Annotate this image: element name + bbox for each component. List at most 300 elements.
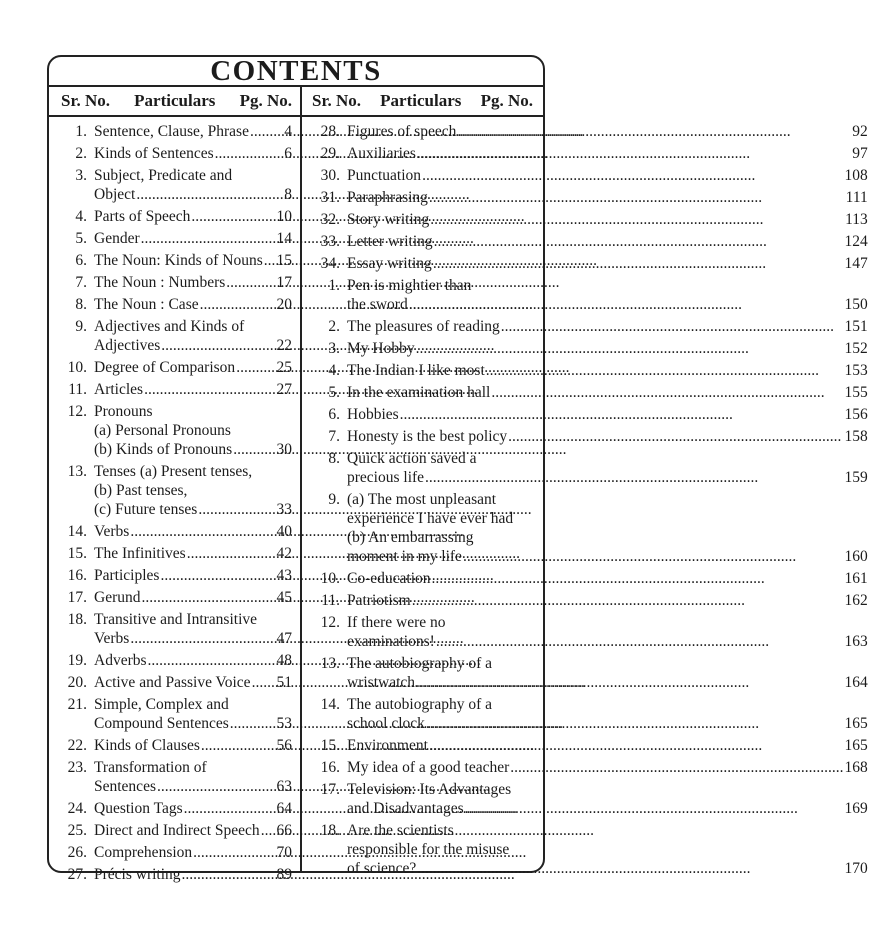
entry-last-line bbox=[94, 843, 292, 862]
pg-no-header: Pg. No. bbox=[480, 91, 533, 110]
entry-body bbox=[347, 405, 868, 424]
entry-title-line: My Hobby bbox=[347, 340, 415, 357]
toc-entry bbox=[314, 449, 868, 487]
entry-number: 2. bbox=[328, 318, 340, 335]
entry-title-line: Tenses (a) Present tenses, bbox=[94, 463, 253, 480]
entry-last-line bbox=[347, 254, 868, 273]
entry-title-line: Gerund bbox=[94, 589, 141, 606]
entry-body bbox=[347, 449, 868, 487]
entry-page-number: 51 bbox=[276, 674, 292, 691]
dot-leader bbox=[264, 251, 276, 270]
entry-last-line bbox=[94, 777, 292, 796]
entry-last-line bbox=[94, 799, 292, 818]
dot-leader bbox=[157, 777, 276, 796]
entry-number: 12. bbox=[320, 614, 340, 631]
entry-last-line bbox=[94, 229, 292, 248]
entry-number: 5. bbox=[328, 384, 340, 401]
entry-title-line: The autobiography of a bbox=[347, 696, 493, 713]
entry-number: 6. bbox=[75, 252, 87, 269]
entry-title-line: Television: Its Advantages bbox=[347, 781, 512, 798]
entry-title-line: Sentences bbox=[94, 778, 156, 795]
page-title: CONTENTS bbox=[210, 55, 382, 87]
toc-entry bbox=[314, 339, 868, 358]
entry-page-number: 22 bbox=[276, 337, 292, 354]
entry-last-line bbox=[347, 295, 868, 314]
entry-body bbox=[347, 758, 868, 777]
dot-leader bbox=[160, 566, 275, 585]
entry-title-line: (c) Future tenses bbox=[94, 501, 198, 518]
toc-entry bbox=[314, 210, 868, 229]
toc-body bbox=[49, 117, 868, 883]
entry-title-line: Patriotism bbox=[347, 592, 411, 609]
entry-page-number: 70 bbox=[276, 844, 292, 861]
entry-number: 19. bbox=[67, 652, 87, 669]
entry-body bbox=[347, 780, 868, 818]
dot-leader bbox=[416, 673, 844, 692]
entry-number: 3. bbox=[75, 167, 87, 184]
entry-title-line: (a) The most unpleasant bbox=[347, 491, 497, 508]
entry-page-number: 152 bbox=[844, 340, 868, 357]
entry-body bbox=[94, 544, 292, 563]
entry-number: 29. bbox=[320, 145, 340, 162]
entry-title-line: the sword bbox=[347, 296, 408, 313]
entry-title-line: Honesty is the best policy bbox=[347, 428, 508, 445]
entry-title-line: school clock bbox=[347, 715, 425, 732]
entry-number: 17. bbox=[67, 589, 87, 606]
entry-body bbox=[94, 673, 292, 692]
entry-body bbox=[347, 254, 868, 273]
dot-leader bbox=[215, 144, 284, 163]
entry-body bbox=[94, 462, 292, 519]
entry-page-number: 25 bbox=[276, 359, 292, 376]
particulars-header: Particulars bbox=[134, 91, 216, 110]
toc-entry bbox=[61, 522, 292, 541]
dot-leader bbox=[226, 273, 275, 292]
toc-entry bbox=[61, 251, 292, 270]
entry-title-line: Are the scientists bbox=[347, 822, 454, 839]
entry-number: 8. bbox=[328, 450, 340, 467]
entry-number: 31. bbox=[320, 189, 340, 206]
entry-number: 17. bbox=[320, 781, 340, 798]
entry-page-number: 147 bbox=[844, 255, 868, 272]
dot-leader bbox=[250, 122, 283, 141]
dot-leader bbox=[501, 317, 844, 336]
entry-title-line: Adjectives bbox=[94, 337, 161, 354]
toc-column-left bbox=[49, 117, 302, 883]
entry-title-line: of science? bbox=[347, 860, 417, 877]
entry-last-line bbox=[347, 122, 868, 141]
entry-last-line bbox=[94, 380, 292, 399]
entry-body bbox=[347, 188, 868, 207]
toc-entry bbox=[61, 166, 292, 204]
dot-leader bbox=[429, 736, 844, 755]
entry-page-number: 161 bbox=[844, 570, 868, 587]
entry-last-line bbox=[347, 339, 868, 358]
entry-page-number: 111 bbox=[845, 189, 868, 206]
toc-entry bbox=[61, 144, 292, 163]
entry-body bbox=[347, 166, 868, 185]
entry-last-line bbox=[94, 544, 292, 563]
entry-last-line bbox=[347, 210, 868, 229]
entry-number: 7. bbox=[328, 428, 340, 445]
entry-title-line: Verbs bbox=[94, 523, 130, 540]
entry-last-line bbox=[347, 232, 868, 251]
toc-entry bbox=[61, 673, 292, 692]
entry-number: 16. bbox=[67, 567, 87, 584]
dot-leader bbox=[463, 547, 844, 566]
entry-last-line bbox=[94, 251, 292, 270]
entry-title-line: Object bbox=[94, 186, 136, 203]
entry-last-line bbox=[347, 632, 868, 651]
entry-title-line: Hobbies bbox=[347, 406, 399, 423]
entry-number: 3. bbox=[328, 340, 340, 357]
toc-entry bbox=[314, 490, 868, 566]
toc-entry bbox=[314, 654, 868, 692]
entry-last-line bbox=[94, 273, 292, 292]
dot-leader bbox=[422, 166, 843, 185]
entry-page-number: 53 bbox=[276, 715, 292, 732]
entry-body bbox=[94, 522, 292, 541]
entry-body bbox=[347, 276, 868, 314]
toc-entry bbox=[61, 799, 292, 818]
entry-body bbox=[347, 490, 868, 566]
entry-body bbox=[347, 361, 868, 380]
entry-number: 10. bbox=[320, 570, 340, 587]
entry-title-line: Kinds of Sentences bbox=[94, 145, 214, 162]
toc-entry bbox=[314, 144, 868, 163]
entry-page-number: 165 bbox=[844, 737, 868, 754]
dot-leader bbox=[412, 591, 844, 610]
entry-page-number: 113 bbox=[845, 211, 868, 228]
entry-page-number: 158 bbox=[844, 428, 868, 445]
entry-title-line: Comprehension bbox=[94, 844, 193, 861]
entry-body bbox=[94, 402, 292, 459]
dot-leader bbox=[141, 229, 276, 248]
entry-number: 32. bbox=[320, 211, 340, 228]
entry-page-number: 20 bbox=[276, 296, 292, 313]
entry-last-line bbox=[94, 358, 292, 377]
entry-title-line: The Noun : Numbers bbox=[94, 274, 226, 291]
toc-entry bbox=[61, 295, 292, 314]
dot-leader bbox=[434, 232, 844, 251]
entry-title-line: Gender bbox=[94, 230, 140, 247]
entry-last-line bbox=[347, 736, 868, 755]
entry-number: 13. bbox=[67, 463, 87, 480]
toc-entry bbox=[61, 610, 292, 648]
toc-entry bbox=[314, 405, 868, 424]
entry-title-line: My idea of a good teacher bbox=[347, 759, 510, 776]
entry-page-number: 124 bbox=[844, 233, 868, 250]
entry-body bbox=[94, 865, 292, 884]
entry-title-line: Sentence, Clause, Phrase bbox=[94, 123, 249, 140]
entry-number: 33. bbox=[320, 233, 340, 250]
dot-leader bbox=[417, 144, 851, 163]
entry-last-line bbox=[347, 714, 868, 733]
entry-last-line bbox=[347, 361, 868, 380]
entry-page-number: 162 bbox=[844, 592, 868, 609]
entry-number: 13. bbox=[320, 655, 340, 672]
toc-entry bbox=[314, 427, 868, 446]
entry-body bbox=[94, 821, 292, 840]
entry-title-line: Subject, Predicate and bbox=[94, 167, 233, 184]
left-column-header bbox=[49, 87, 302, 115]
entry-title-line: In the examination hall bbox=[347, 384, 491, 401]
entry-last-line bbox=[347, 405, 868, 424]
entry-number: 18. bbox=[320, 822, 340, 839]
dot-leader bbox=[130, 522, 275, 541]
entry-title-line: Direct and Indirect Speech bbox=[94, 822, 260, 839]
entry-title-line: Articles bbox=[94, 381, 144, 398]
entry-body bbox=[94, 799, 292, 818]
dot-leader bbox=[457, 122, 851, 141]
column-headers bbox=[49, 87, 543, 117]
toc-entry bbox=[61, 566, 292, 585]
entry-title-line: Environment bbox=[347, 737, 428, 754]
entry-page-number: 108 bbox=[844, 167, 868, 184]
entry-page-number: 92 bbox=[852, 123, 868, 140]
entry-body bbox=[347, 427, 868, 446]
entry-number: 14. bbox=[67, 523, 87, 540]
entry-title-line: and Disadvantages bbox=[347, 800, 464, 817]
dot-leader bbox=[142, 588, 276, 607]
entry-last-line bbox=[94, 185, 292, 204]
entry-title-line: moment in my life bbox=[347, 548, 462, 565]
entry-body bbox=[347, 821, 868, 878]
toc-entry bbox=[314, 122, 868, 141]
toc-entry bbox=[61, 588, 292, 607]
right-column-header bbox=[302, 87, 543, 115]
toc-entry bbox=[314, 232, 868, 251]
entry-body bbox=[347, 569, 868, 588]
entry-last-line bbox=[347, 317, 868, 336]
entry-body bbox=[94, 166, 292, 204]
entry-body bbox=[347, 591, 868, 610]
dot-leader bbox=[191, 207, 275, 226]
entry-number: 22. bbox=[67, 737, 87, 754]
entry-number: 4. bbox=[328, 362, 340, 379]
entry-body bbox=[347, 210, 868, 229]
dot-leader bbox=[436, 632, 844, 651]
entry-page-number: 43 bbox=[276, 567, 292, 584]
entry-last-line bbox=[94, 207, 292, 226]
entry-title-line: Active and Passive Voice bbox=[94, 674, 251, 691]
entry-page-number: 163 bbox=[844, 633, 868, 650]
entry-title-line: Transitive and Intransitive bbox=[94, 611, 258, 628]
toc-entry bbox=[61, 736, 292, 755]
entry-title-line: Transformation of bbox=[94, 759, 207, 776]
dot-leader bbox=[433, 254, 844, 273]
entry-title-line: wristwatch bbox=[347, 674, 416, 691]
entry-number: 18. bbox=[67, 611, 87, 628]
pg-no-header: Pg. No. bbox=[239, 91, 292, 110]
dot-leader bbox=[508, 427, 843, 446]
entry-body bbox=[94, 229, 292, 248]
entry-number: 16. bbox=[320, 759, 340, 776]
toc-entry bbox=[314, 736, 868, 755]
dot-leader bbox=[236, 358, 275, 377]
dot-leader bbox=[184, 799, 276, 818]
entry-page-number: 14 bbox=[276, 230, 292, 247]
toc-entry bbox=[314, 317, 868, 336]
entry-last-line bbox=[347, 188, 868, 207]
entry-title-line: Punctuation bbox=[347, 167, 422, 184]
dot-leader bbox=[409, 295, 844, 314]
entry-page-number: 150 bbox=[844, 296, 868, 313]
entry-title-line: The Indian I like most bbox=[347, 362, 485, 379]
entry-last-line bbox=[347, 569, 868, 588]
entry-number: 11. bbox=[321, 592, 340, 609]
entry-last-line bbox=[94, 821, 292, 840]
toc-entry bbox=[314, 591, 868, 610]
entry-title-line: The autobiography of a bbox=[347, 655, 493, 672]
entry-number: 5. bbox=[75, 230, 87, 247]
entry-body bbox=[94, 588, 292, 607]
entry-number: 7. bbox=[75, 274, 87, 291]
toc-entry bbox=[314, 166, 868, 185]
dot-leader bbox=[193, 843, 275, 862]
entry-number: 11. bbox=[68, 381, 87, 398]
entry-body bbox=[94, 843, 292, 862]
dot-leader bbox=[426, 714, 844, 733]
entry-last-line bbox=[94, 122, 292, 141]
entry-body bbox=[94, 610, 292, 648]
entry-body bbox=[347, 613, 868, 651]
toc-entry bbox=[61, 821, 292, 840]
dot-leader bbox=[187, 544, 276, 563]
entry-title-line: Adverbs bbox=[94, 652, 147, 669]
entry-title-line: Parts of Speech bbox=[94, 208, 191, 225]
entry-number: 30. bbox=[320, 167, 340, 184]
dot-leader bbox=[400, 405, 844, 424]
entry-last-line bbox=[94, 588, 292, 607]
entry-last-line bbox=[347, 144, 868, 163]
entry-body bbox=[94, 566, 292, 585]
entry-title-line: Degree of Comparison bbox=[94, 359, 236, 376]
entry-title-line: Verbs bbox=[94, 630, 130, 647]
entry-page-number: 153 bbox=[844, 362, 868, 379]
entry-title-line: Pen is mightier than bbox=[347, 277, 472, 294]
entry-last-line bbox=[94, 714, 292, 733]
entry-last-line bbox=[94, 566, 292, 585]
entry-title-line: The Infinitives bbox=[94, 545, 186, 562]
entry-title-line: Auxiliaries bbox=[347, 145, 416, 162]
toc-entry bbox=[314, 383, 868, 402]
entry-number: 10. bbox=[67, 359, 87, 376]
entry-page-number: 66 bbox=[276, 822, 292, 839]
entry-last-line bbox=[94, 336, 292, 355]
entry-title-line: examinations! bbox=[347, 633, 435, 650]
entry-body bbox=[347, 232, 868, 251]
entry-number: 9. bbox=[75, 318, 87, 335]
entry-body bbox=[347, 122, 868, 141]
entry-page-number: 156 bbox=[844, 406, 868, 423]
toc-entry bbox=[61, 402, 292, 459]
entry-number: 12. bbox=[67, 403, 87, 420]
entry-title-line: (b) An embarrassing bbox=[347, 529, 474, 546]
entry-body bbox=[94, 122, 292, 141]
toc-column-right bbox=[302, 117, 876, 877]
dot-leader bbox=[510, 758, 843, 777]
entry-number: 34. bbox=[320, 255, 340, 272]
dot-leader bbox=[425, 468, 843, 487]
entry-page-number: 165 bbox=[844, 715, 868, 732]
dot-leader bbox=[144, 380, 275, 399]
entry-number: 14. bbox=[320, 696, 340, 713]
entry-title-line: Précis writing bbox=[94, 866, 181, 883]
toc-entry bbox=[314, 780, 868, 818]
toc-entry bbox=[314, 254, 868, 273]
toc-entry bbox=[61, 122, 292, 141]
entry-last-line bbox=[347, 799, 868, 818]
toc-entry bbox=[61, 651, 292, 670]
title-row bbox=[49, 57, 543, 87]
sr-no-header: Sr. No. bbox=[61, 91, 110, 110]
entry-page-number: 17 bbox=[276, 274, 292, 291]
entry-title-line: Letter writing bbox=[347, 233, 433, 250]
entry-page-number: 155 bbox=[844, 384, 868, 401]
entry-title-line: (b) Past tenses, bbox=[94, 482, 188, 499]
entry-number: 27. bbox=[67, 866, 87, 883]
entry-number: 9. bbox=[328, 491, 340, 508]
entry-last-line bbox=[347, 383, 868, 402]
entry-body bbox=[94, 144, 292, 163]
toc-entry bbox=[61, 695, 292, 733]
entry-title-line: Question Tags bbox=[94, 800, 183, 817]
entry-last-line bbox=[94, 865, 292, 884]
entry-body bbox=[94, 295, 292, 314]
entry-page-number: 33 bbox=[276, 501, 292, 518]
dot-leader bbox=[182, 865, 276, 884]
toc-entry bbox=[314, 276, 868, 314]
entry-page-number: 27 bbox=[276, 381, 292, 398]
entry-number: 8. bbox=[75, 296, 87, 313]
entry-title-line: The Noun: Kinds of Nouns bbox=[94, 252, 263, 269]
entry-page-number: 170 bbox=[844, 860, 868, 877]
dot-leader bbox=[161, 336, 275, 355]
entry-body bbox=[94, 317, 292, 355]
toc-entry bbox=[61, 380, 292, 399]
entry-title-line: Essay writing bbox=[347, 255, 432, 272]
toc-entry bbox=[314, 188, 868, 207]
entry-number: 1. bbox=[75, 123, 87, 140]
entry-body bbox=[94, 736, 292, 755]
entry-page-number: 48 bbox=[276, 652, 292, 669]
entry-body bbox=[347, 736, 868, 755]
contents-box bbox=[47, 55, 868, 883]
toc-entry bbox=[61, 273, 292, 292]
entry-page-number: 47 bbox=[276, 630, 292, 647]
entry-body bbox=[347, 317, 868, 336]
toc-entry bbox=[61, 462, 292, 519]
entry-number: 25. bbox=[67, 822, 87, 839]
toc-entry bbox=[61, 358, 292, 377]
entry-title-line: Figures of speech bbox=[347, 123, 457, 140]
entry-page-number: 164 bbox=[844, 674, 868, 691]
entry-title-line: (a) Personal Pronouns bbox=[94, 422, 231, 439]
toc-entry bbox=[314, 695, 868, 733]
dot-leader bbox=[230, 714, 276, 733]
toc-entry bbox=[61, 865, 292, 884]
entry-title-line: If there were no bbox=[347, 614, 446, 631]
entry-title-line: (b) Kinds of Pronouns bbox=[94, 441, 233, 458]
toc-entry bbox=[61, 843, 292, 862]
entry-page-number: 56 bbox=[276, 737, 292, 754]
entry-number: 24. bbox=[67, 800, 87, 817]
dot-leader bbox=[201, 736, 276, 755]
toc-entry bbox=[314, 569, 868, 588]
entry-title-line: Co-education bbox=[347, 570, 431, 587]
entry-title-line: Pronouns bbox=[94, 403, 153, 420]
